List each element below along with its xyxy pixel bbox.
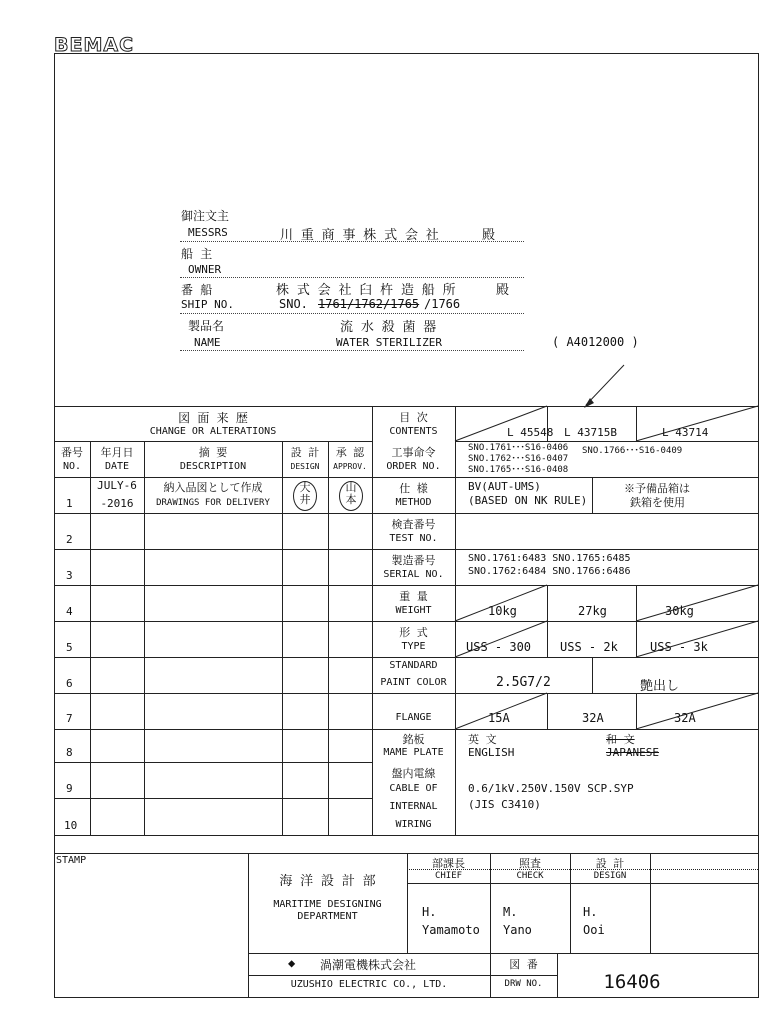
product-code: ( A4012000 ) [552, 335, 639, 349]
method-en: METHOD [395, 497, 432, 508]
cable-en-2: INTERNAL [389, 801, 438, 812]
cable-en-1: CABLE OF [389, 783, 438, 794]
row-number-7: 7 [66, 712, 73, 725]
row-number-2: 2 [66, 533, 73, 546]
weight-2: 27kg [578, 604, 607, 618]
method-value-1: BV(AUT-UMS) [468, 480, 541, 493]
weight-1: 10kg [488, 604, 517, 618]
plate-en: MAME PLATE [383, 747, 444, 758]
check-name-1: M. [503, 905, 518, 919]
flange-en: FLANGE [395, 712, 432, 723]
drw-jp: 図 番 [509, 958, 538, 971]
ship-jp: 番 船 [181, 283, 213, 297]
method-value-2: (BASED ON NK RULE) [468, 494, 588, 507]
serial-value-1: SNO.1761:6483 SNO.1765:6485 [468, 553, 631, 564]
test-jp: 検査番号 [391, 518, 436, 531]
messrs-value: 川 重 商 事 株 式 会 社 [280, 228, 439, 243]
drw-value: 16406 [603, 971, 661, 993]
weight-en: WEIGHT [395, 605, 432, 616]
col-design-en: DESIGN [290, 462, 320, 471]
messrs-jp: 御注文主 [181, 209, 230, 223]
row-number-4: 4 [66, 605, 73, 618]
flange-2: 32A [582, 711, 604, 725]
product-value-jp: 流 水 殺 菌 器 [340, 320, 437, 335]
approv-stamp [339, 481, 363, 511]
contents-col1: L 45548 [507, 426, 554, 439]
product-value-en: WATER STERILIZER [336, 336, 442, 349]
row-number-6: 6 [66, 677, 73, 690]
weight-jp: 重 量 [399, 590, 428, 603]
approv-stamp-bottom: 本 [345, 493, 357, 506]
cable-en-3: WIRING [395, 819, 432, 830]
plate-value-2-en: JAPANESE [606, 746, 659, 759]
order-lines [468, 443, 568, 476]
paint-label-2: PAINT COLOR [380, 677, 447, 688]
col-date-en: DATE [104, 461, 130, 472]
ship-sno-label: SNO. [279, 297, 308, 311]
chief-en: CHIEF [434, 871, 463, 881]
type-1: USS - 300 [466, 640, 532, 654]
cable-value-2: (JIS C3410) [468, 798, 541, 811]
type-2: USS - 2k [560, 640, 618, 654]
history-title-en: CHANGE OR ALTERATIONS [149, 426, 277, 437]
brand-logo: BEMAC [54, 34, 135, 56]
ship-current-number: /1766 [424, 297, 461, 311]
row1-desc-jp: 納入品図として作成 [163, 481, 263, 494]
product-underline [180, 350, 524, 351]
plate-value-1-jp: 英 文 [468, 733, 497, 746]
product-en: NAME [194, 336, 221, 349]
order-jp: 工事命令 [391, 446, 436, 459]
col-no-en: NO. [62, 461, 82, 472]
plate-value-1-en: ENGLISH [468, 746, 515, 759]
serial-jp: 製造番号 [391, 554, 436, 567]
ship-en: SHIP NO. [181, 298, 234, 311]
type-jp: 形 式 [399, 626, 428, 639]
ship-underline [180, 313, 524, 314]
owner-en: OWNER [188, 263, 222, 276]
method-note-1: ※予備品箱は [624, 482, 690, 495]
design-name-2: Ooi [583, 923, 605, 937]
ship-company: 株 式 会 社 臼 杵 造 船 所 [276, 283, 456, 298]
company-jp: 渦潮電機株式会社 [320, 958, 417, 972]
paint-value-1: 2.5G7/2 [496, 675, 551, 690]
row-number-5: 5 [66, 641, 73, 654]
type-3: USS - 3k [650, 640, 708, 654]
col-design-jp: 設 計 [290, 446, 320, 459]
check-en: CHECK [516, 871, 544, 881]
row-number-8: 8 [66, 746, 73, 759]
method-jp: 仕 様 [399, 482, 428, 495]
serial-value-2: SNO.1762:6484 SNO.1766:6486 [468, 566, 631, 577]
contents-en: CONTENTS [389, 426, 438, 437]
messrs-honorific: 殿 [482, 228, 496, 243]
test-en: TEST NO. [389, 533, 438, 544]
col-desc-jp: 摘 要 [198, 446, 228, 459]
order-en: ORDER NO. [386, 461, 441, 472]
chief-name-1: H. [422, 905, 437, 919]
owner-underline [180, 277, 524, 278]
messrs-en: MESSRS [188, 226, 228, 239]
col-no-jp: 番号 [61, 446, 83, 459]
drw-en: DRW NO. [504, 979, 543, 989]
check-jp: 照査 [519, 857, 541, 870]
row-number-3: 3 [66, 569, 73, 582]
ship-honorific: 殿 [496, 283, 510, 298]
serial-en: SERIAL NO. [383, 569, 444, 580]
row-number-10: 10 [64, 819, 78, 832]
design-stamp-bottom: 井 [299, 493, 311, 506]
company-mark-icon: ◆ [288, 956, 296, 970]
design-name-1: H. [583, 905, 598, 919]
messrs-underline [180, 241, 524, 242]
stamp-label: STAMP [56, 855, 87, 866]
flange-3: 32A [674, 711, 696, 725]
paint-label-1: STANDARD [389, 660, 438, 671]
paint-value-2: 艶出し [640, 679, 680, 694]
cable-jp: 盤内電線 [391, 767, 436, 780]
contents-col2: L 43715B [564, 426, 617, 439]
plate-jp: 銘板 [402, 733, 425, 746]
order-line-2: SNO.1762･･･S16-0407 [468, 454, 569, 464]
flange-1: 15A [488, 711, 510, 725]
dept-en-1: MARITIME DESIGNING [273, 899, 382, 910]
plate-value-2-jp: 和 文 [606, 733, 635, 746]
history-title-jp: 図 面 来 歴 [178, 411, 248, 425]
owner-jp: 船 主 [181, 247, 213, 261]
type-en: TYPE [401, 641, 426, 652]
row1-date-2: -2016 [100, 497, 134, 510]
order-line-4: SNO.1766･･･S16-0409 [582, 446, 683, 456]
row1-date-1: JULY-6 [97, 479, 137, 492]
chief-jp: 部課長 [432, 857, 465, 870]
contents-col3: L 43714 [662, 426, 709, 439]
order-line-3: SNO.1765･･･S16-0408 [468, 465, 569, 475]
design-jp: 設 計 [595, 857, 625, 870]
col-approv-jp: 承 認 [335, 446, 365, 459]
check-name-2: Yano [503, 923, 532, 937]
design-stamp-top: 大 [299, 481, 311, 494]
contents-jp: 目 次 [399, 411, 428, 424]
dept-jp: 海 洋 設 計 部 [279, 874, 376, 889]
col-desc-en: DESCRIPTION [179, 461, 247, 472]
design-stamp [293, 481, 317, 511]
row-number-9: 9 [66, 782, 73, 795]
col-date-jp: 年月日 [100, 446, 134, 459]
weight-3: 30kg [665, 604, 694, 618]
product-jp: 製品名 [188, 319, 225, 333]
ship-struck-numbers: 1761/1762/1765 [318, 297, 420, 311]
row-number-1: 1 [66, 497, 73, 510]
dept-en-2: DEPARTMENT [297, 911, 358, 922]
row1-desc-en: DRAWINGS FOR DELIVERY [156, 498, 270, 508]
cable-value-1: 0.6/1kV.250V.150V SCP.SYP [468, 782, 634, 795]
order-line-1: SNO.1761･･･S16-0406 [468, 443, 569, 453]
method-note-2: 鉄箱を使用 [630, 496, 685, 509]
col-approv-en: APPROV. [333, 462, 367, 471]
approv-stamp-top: 山 [345, 481, 357, 494]
company-en: UZUSHIO ELECTRIC CO., LTD. [290, 979, 448, 990]
chief-name-2: Yamamoto [422, 923, 480, 937]
design-en: DESIGN [593, 871, 627, 881]
